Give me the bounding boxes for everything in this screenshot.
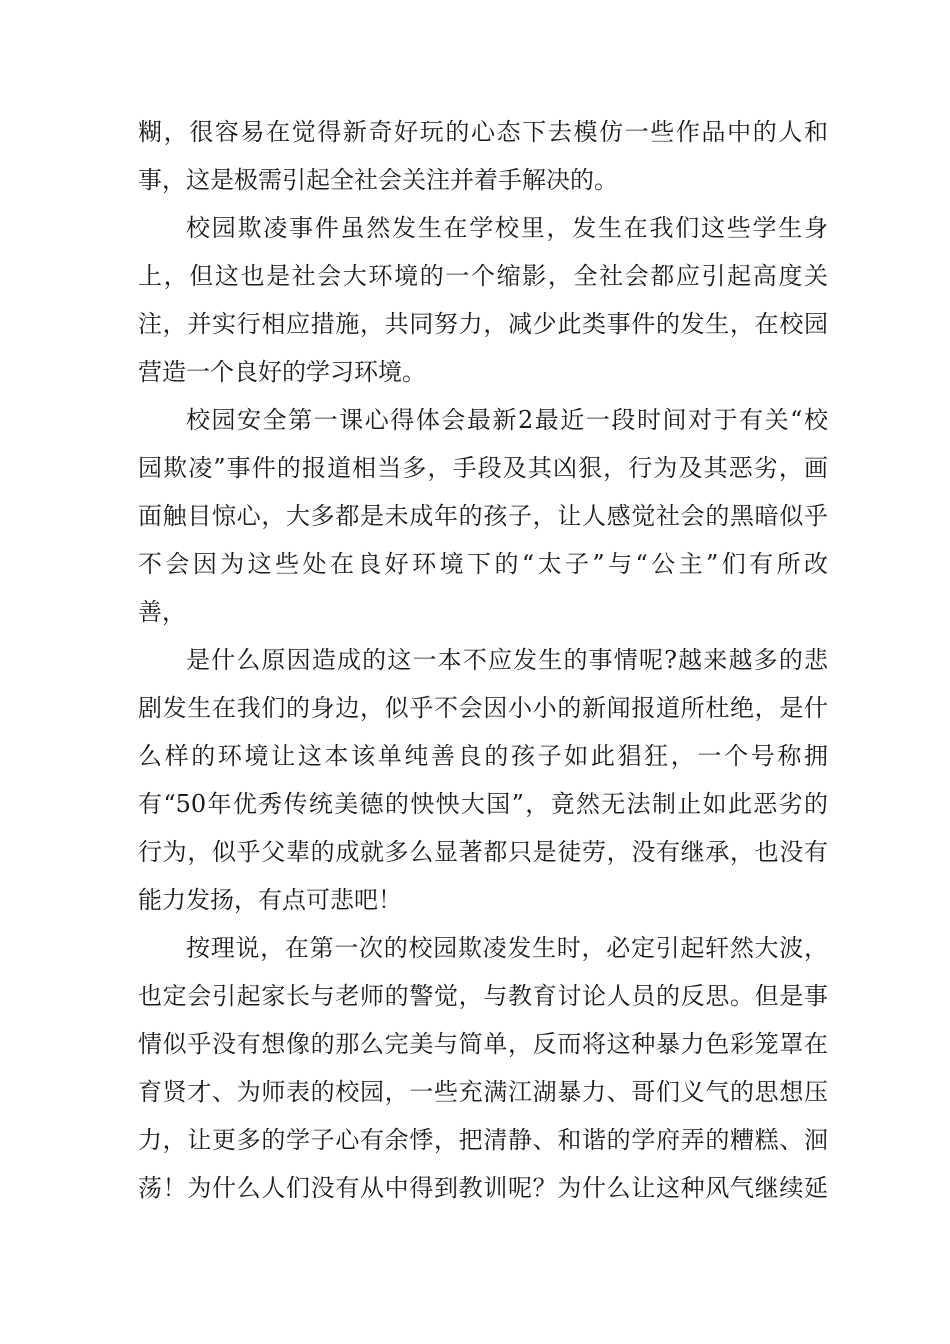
text-line: 行为，似乎父辈的成就多么显著都只是徒劳，没有继承，也没有 bbox=[138, 838, 828, 866]
text-line: 育贤才、为师表的校园，一些充满江湖暴力、哥们义气的思想压 bbox=[138, 1078, 828, 1106]
text-line: 糊，很容易在觉得新奇好玩的心态下去模仿一些作品中的人和 bbox=[138, 118, 828, 146]
text-line: 有“50年优秀传统美德的怏怏大国”，竟然无法制止如此恶劣的 bbox=[138, 790, 828, 818]
text-line: 剧发生在我们的身边，似乎不会因小小的新闻报道所杜绝，是什 bbox=[138, 694, 828, 722]
text-line: 面触目惊心，大多都是未成年的孩子，让人感觉社会的黑暗似乎 bbox=[138, 502, 828, 530]
text-line: 么样的环境让这本该单纯善良的孩子如此猖狂，一个号称拥 bbox=[138, 742, 828, 770]
text-line: 事，这是极需引起全社会关注并着手解决的。 bbox=[138, 166, 618, 194]
text-line: 校园安全第一课心得体会最新2最近一段时间对于有关“校 bbox=[186, 406, 828, 434]
text-line: 园欺凌”事件的报道相当多，手段及其凶狠，行为及其恶劣，画 bbox=[138, 454, 828, 482]
text-line: 注，并实行相应措施，共同努力，减少此类事件的发生，在校园 bbox=[138, 310, 828, 338]
text-line: 营造一个良好的学习环境。 bbox=[138, 358, 426, 386]
text-line: 校园欺凌事件虽然发生在学校里，发生在我们这些学生身 bbox=[186, 214, 828, 242]
text-line: 上，但这也是社会大环境的一个缩影，全社会都应引起高度关 bbox=[138, 262, 828, 290]
text-line: 按理说，在第一次的校园欺凌发生时，必定引起轩然大波， bbox=[186, 934, 828, 962]
text-line: 也定会引起家长与老师的警觉，与教育讨论人员的反思。但是事 bbox=[138, 982, 828, 1010]
text-line: 情似乎没有想像的那么完美与简单，反而将这种暴力色彩笼罩在 bbox=[138, 1030, 828, 1058]
text-line: 是什么原因造成的这一本不应发生的事情呢?越来越多的悲 bbox=[186, 646, 828, 674]
text-line: 荡！为什么人们没有从中得到教训呢？为什么让这种风气继续延 bbox=[138, 1174, 828, 1202]
text-line: 力，让更多的学子心有余悸，把清静、和谐的学府弄的糟糕、洄 bbox=[138, 1126, 828, 1154]
text-line: 不会因为这些处在良好环境下的“太子”与“公主”们有所改 bbox=[138, 550, 828, 578]
text-line: 能力发扬，有点可悲吧！ bbox=[138, 886, 402, 914]
text-line: 善， bbox=[138, 598, 186, 626]
